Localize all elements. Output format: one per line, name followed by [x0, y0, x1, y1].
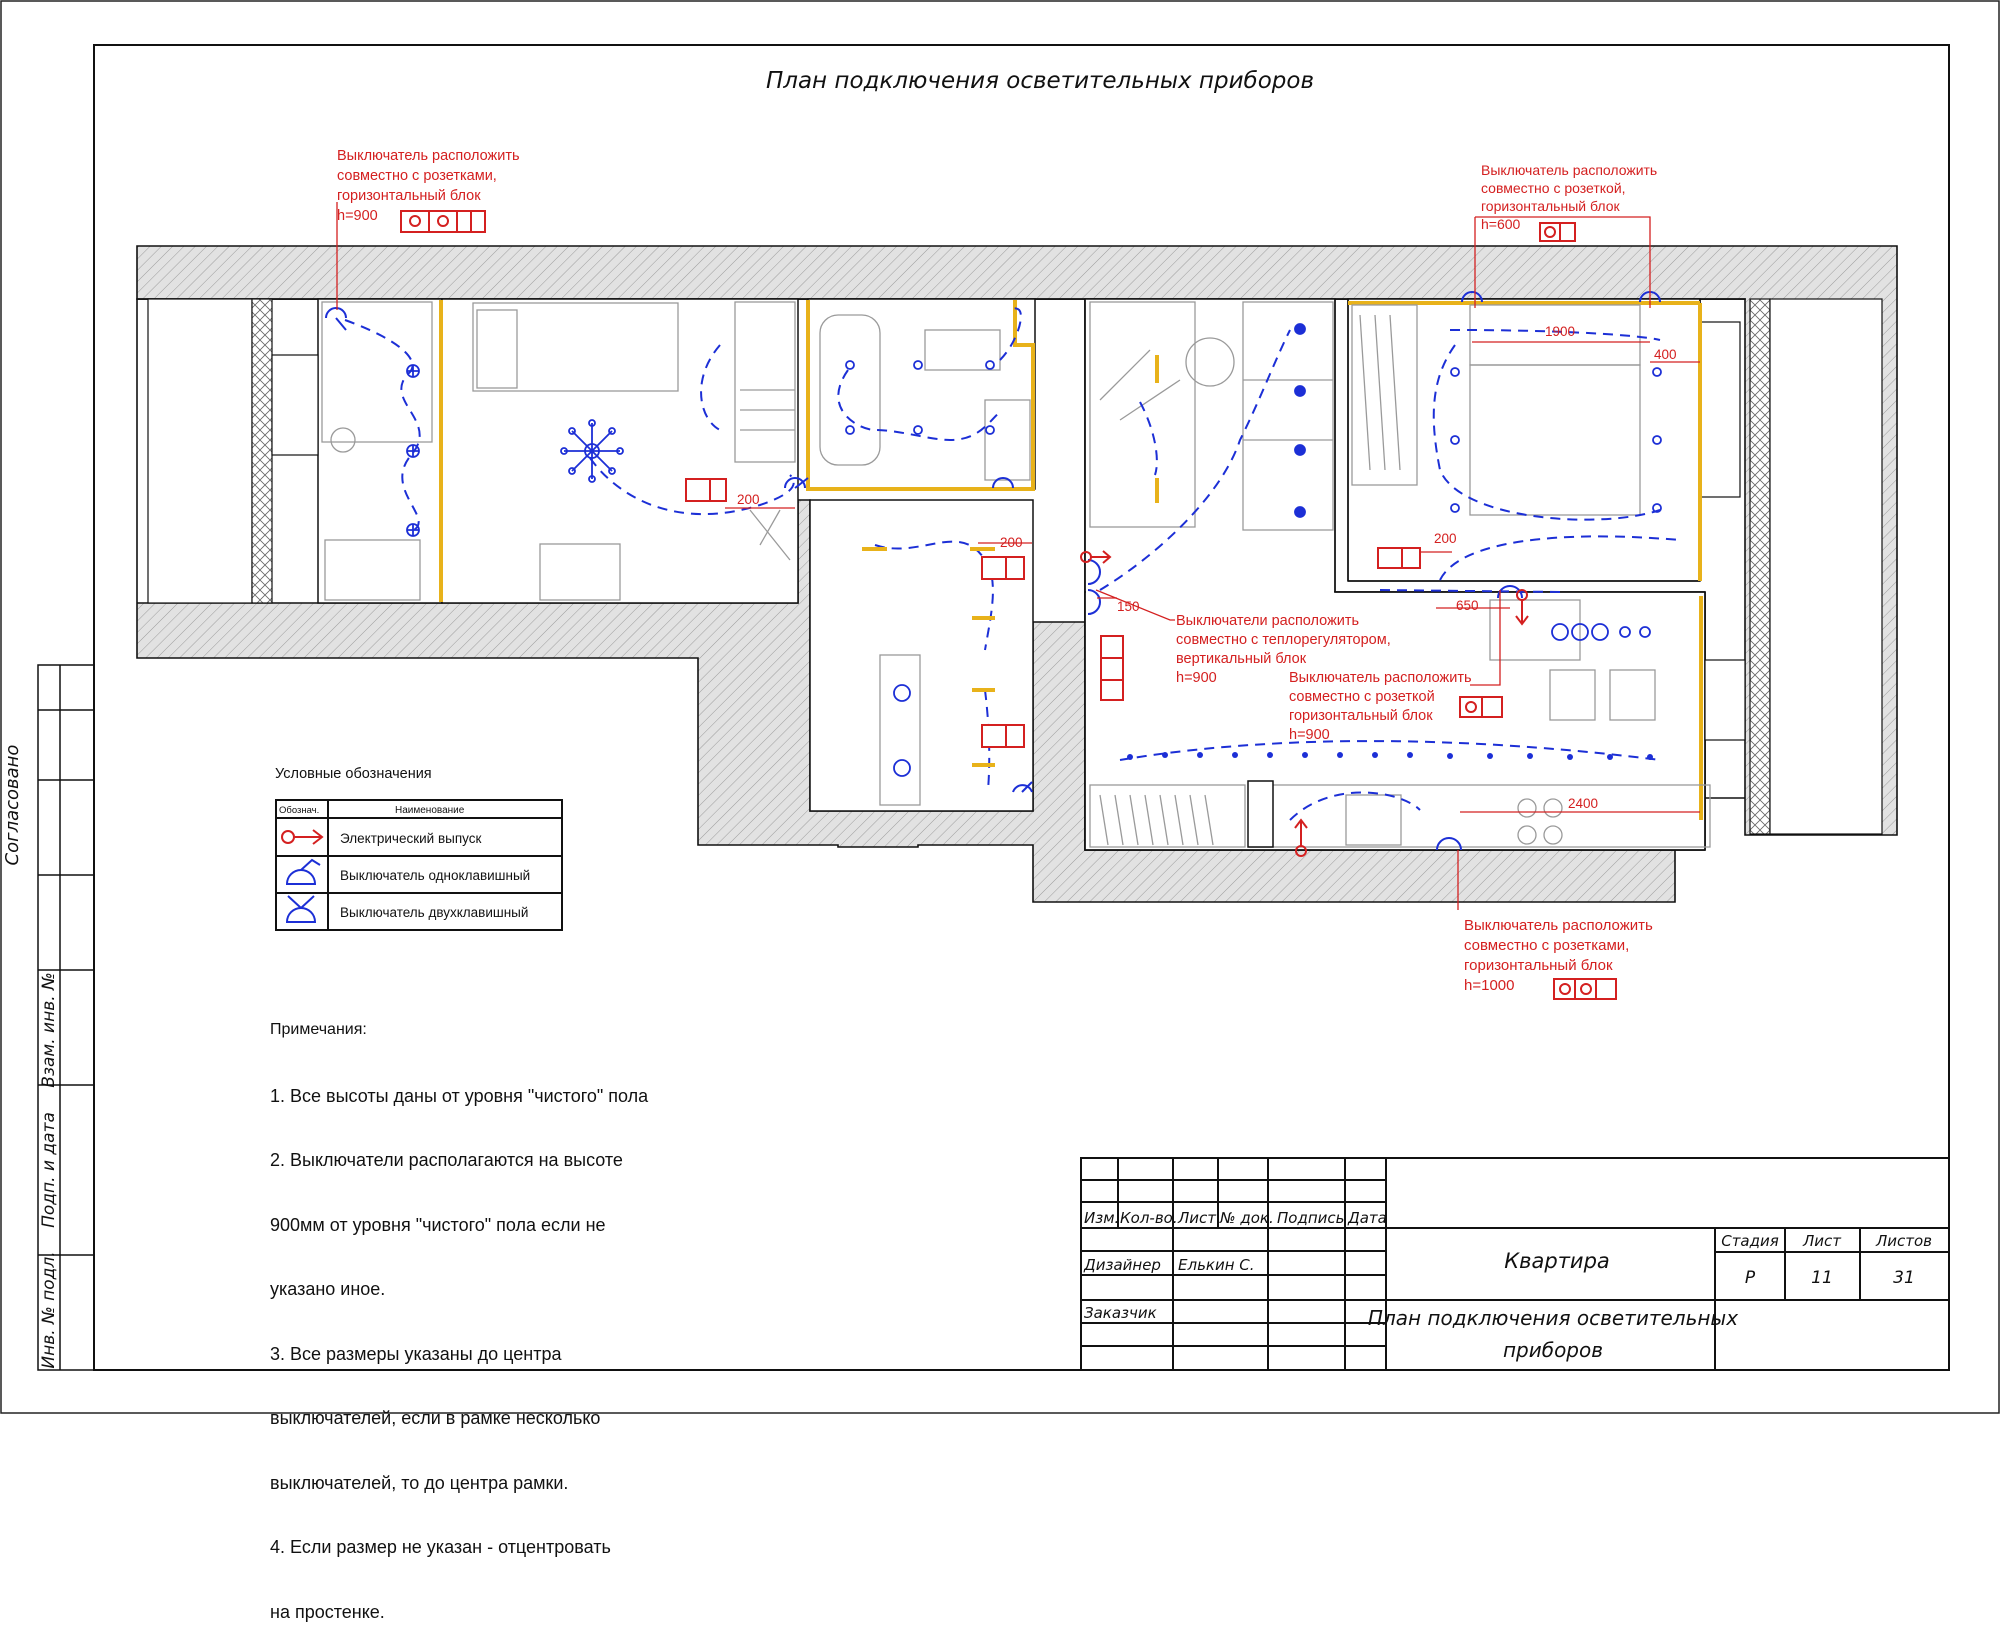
electrical-outlet-icon — [282, 830, 322, 844]
callout-5-line-1: Выключатель расположить — [1464, 917, 1653, 934]
dim-label: 1900 — [1545, 324, 1575, 339]
side-stamp-sign: Подп. и дата — [39, 1112, 59, 1228]
legend-row-label: Электрический выпуск — [340, 831, 481, 846]
double-switch-icon — [287, 896, 315, 922]
callout-5-line-4: h=1000 — [1464, 977, 1514, 994]
tb-sheet-value: 11 — [1811, 1268, 1833, 1288]
tb-sheet-label: Лист — [1802, 1232, 1842, 1250]
callout-4-line-1: Выключатель расположить — [1289, 670, 1472, 686]
callout-1-line-1: Выключатель расположить — [337, 148, 520, 164]
callout-2-line-4: h=600 — [1481, 216, 1521, 232]
notes-line: на простенке. — [270, 1602, 648, 1624]
callout-2-line-3: горизонтальный блок — [1481, 198, 1620, 214]
tb-header-date: Дата — [1347, 1209, 1387, 1227]
side-stamp-inv: Инв. № подл. — [39, 1251, 59, 1368]
tb-header-sign: Подпись — [1277, 1209, 1344, 1227]
tb-sheets-label: Листов — [1875, 1232, 1932, 1250]
side-stamp-agreed: Согласовано — [2, 745, 23, 866]
callout-2-line-1: Выключатель расположить — [1481, 162, 1657, 178]
notes-line: выключателей, если в рамке несколько — [270, 1408, 648, 1430]
callout-1-line-4: h=900 — [337, 208, 378, 224]
callout-5-line-2: совместно с розетками, — [1464, 937, 1629, 954]
tb-designer-name: Елькин С. — [1178, 1256, 1255, 1274]
tb-project: Квартира — [1504, 1249, 1610, 1273]
notes-line: выключателей, то до центра рамки. — [270, 1473, 648, 1495]
tb-customer-label: Заказчик — [1084, 1304, 1157, 1322]
callout-1-line-3: горизонтальный блок — [337, 188, 481, 204]
legend-col-symbol: Обознач. — [279, 805, 319, 816]
dim-label: 200 — [737, 492, 760, 507]
callout-5-line-3: горизонтальный блок — [1464, 957, 1613, 974]
tb-header-sheet: Лист — [1177, 1209, 1217, 1227]
tb-stage-value: Р — [1745, 1268, 1756, 1288]
dim-label: 650 — [1456, 598, 1479, 613]
notes-line: указано иное. — [270, 1279, 648, 1301]
dim-label: 200 — [1434, 531, 1457, 546]
tb-header-izm: Изм. — [1084, 1209, 1119, 1227]
legend-title: Условные обозначения — [275, 766, 432, 782]
tb-sheets-value: 31 — [1893, 1268, 1915, 1288]
side-stamp-replace: Взам. инв. № — [39, 972, 59, 1087]
tb-stage-label: Стадия — [1721, 1232, 1779, 1250]
callout-1-line-2: совместно с розетками, — [337, 168, 497, 184]
dim-label: 200 — [1000, 535, 1023, 550]
dim-label: 400 — [1654, 347, 1677, 362]
legend-row-label: Выключатель одноклавишный — [340, 868, 530, 883]
callout-3-line-1: Выключатели расположить — [1176, 613, 1359, 629]
callout-3-line-3: вертикальный блок — [1176, 651, 1307, 667]
notes-line: 2. Выключатели располагаются на высоте — [270, 1150, 648, 1172]
single-switch-icon — [287, 860, 320, 884]
notes-title: Примечания: — [270, 1019, 648, 1041]
tb-stage-cells — [1721, 1232, 1932, 1288]
fridge — [1248, 781, 1273, 847]
notes-line: 900мм от уровня "чистого" пола если не — [270, 1215, 648, 1237]
legend-col-name: Наименование — [395, 805, 465, 816]
callout-4-line-2: совместно с розеткой — [1289, 689, 1435, 705]
notes-block — [270, 976, 648, 1645]
callout-2 — [1481, 162, 1657, 232]
tb-designer-label: Дизайнер — [1083, 1256, 1161, 1274]
tb-sheet-title-1: План подключения осветительных — [1368, 1306, 1738, 1330]
title-block-headers — [1083, 1209, 1387, 1322]
notes-line: 4. Если размер не указан - отцентровать — [270, 1537, 648, 1559]
notes-line: 3. Все размеры указаны до центра — [270, 1344, 648, 1366]
tb-sheet-title-2: приборов — [1503, 1338, 1603, 1362]
page-title: План подключения осветительных приборов — [766, 68, 1314, 94]
callout-3-line-4: h=900 — [1176, 670, 1217, 686]
legend-row-label: Выключатель двухклавишный — [340, 905, 528, 920]
tb-header-qty: Кол-во. — [1120, 1209, 1178, 1227]
callout-2-line-2: совместно с розеткой, — [1481, 180, 1626, 196]
dim-label: 2400 — [1568, 796, 1598, 811]
dim-label: 150 — [1117, 599, 1140, 614]
callout-3-line-2: совместно с теплорегулятором, — [1176, 632, 1391, 648]
callout-4-line-3: горизонтальный блок — [1289, 708, 1433, 724]
notes-line: 1. Все высоты даны от уровня "чистого" пола — [270, 1086, 648, 1108]
callout-4-line-4: h=900 — [1289, 727, 1330, 743]
tb-header-doc: № док. — [1219, 1209, 1274, 1227]
